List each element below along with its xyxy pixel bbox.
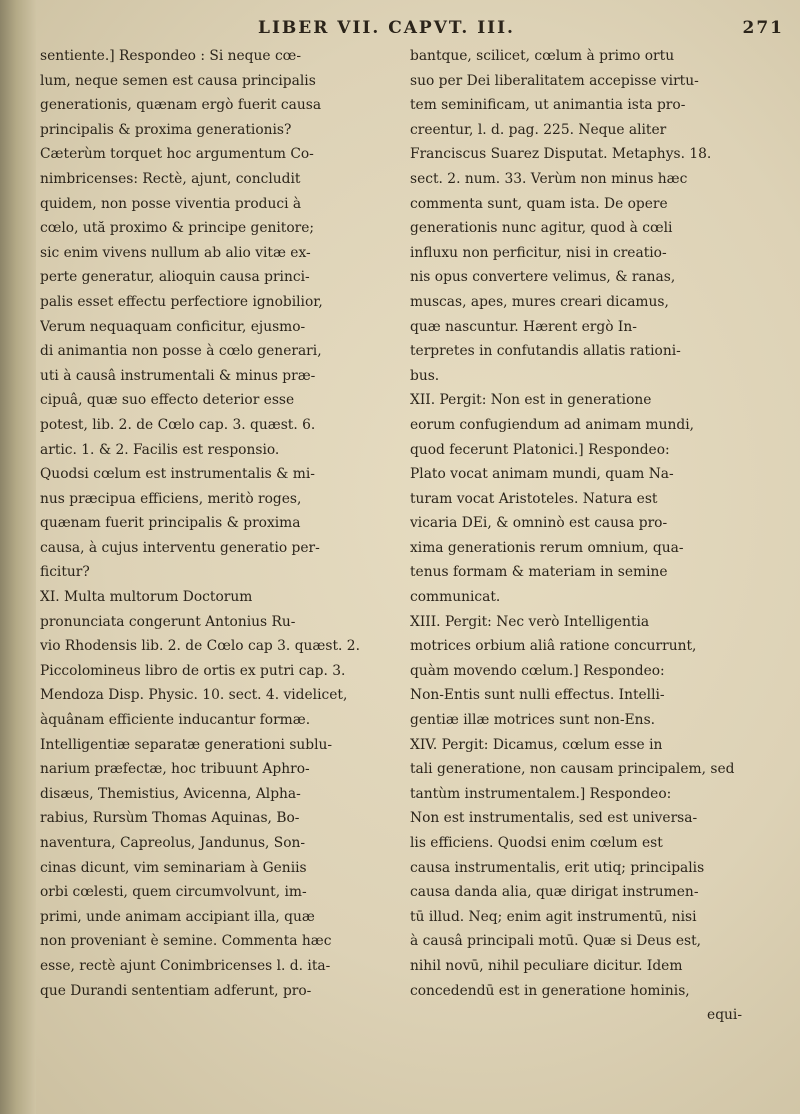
text-line: sic enim vivens nullum ab alio vitæ ex-	[40, 244, 311, 261]
text-line: gentiæ illæ motrices sunt non-Ens.	[410, 712, 656, 729]
text-line: bus.	[410, 367, 440, 384]
text-line: perte generatur, alioquin causa princi-	[40, 269, 310, 286]
text-line: Piccolomineus libro de ortis ex putri cap. 3.	[40, 662, 346, 679]
text-line: cinas dicunt, vim seminariam à Geniis	[40, 859, 307, 876]
text-line: creentur, l. d. pag. 225. Neque aliter	[410, 121, 667, 138]
text-line: Non est instrumentalis, sed est universa-	[410, 810, 698, 827]
text-line: naventura, Capreolus, Jandunus, Son-	[40, 835, 306, 851]
text-line: sect. 2. num. 33. Verùm non minus hæc	[410, 170, 688, 187]
text-line: potest, lib. 2. de Cœlo cap. 3. quæst. 6.	[40, 416, 316, 433]
text-line: orbi cœlesti, quem circumvolvunt, im-	[40, 884, 307, 901]
text-line: principalis & proxima generationis?	[40, 121, 292, 138]
text-line: tem seminificam, ut animantia ista pro-	[410, 97, 686, 114]
text-line: primi, unde animam accipiant illa, quæ	[40, 908, 315, 925]
text-line: Verum nequaquam conficitur, ejusmo-	[40, 318, 306, 335]
text-line: cœlo, ută proximo & principe genitore;	[40, 220, 315, 237]
text-line: tantùm instrumentalem.] Respondeo:	[410, 785, 672, 802]
text-line: quænam fuerit principalis & proxima	[40, 515, 301, 532]
text-line: XI. Multa multorum Doctorum	[40, 589, 253, 606]
text-line: quod fecerunt Platonici.] Respondeo:	[410, 441, 670, 458]
text-line: Franciscus Suarez Disputat. Metaphys. 18.	[410, 146, 712, 163]
text-line: xima generationis rerum omnium, qua-	[410, 539, 684, 556]
text-line: bantque, scilicet, cœlum à primo ortu	[410, 48, 675, 64]
text-line: nihil novū, nihil peculiare dicitur. Idem	[410, 957, 683, 974]
text-line: pronunciata congerunt Antonius Ru-	[40, 613, 296, 630]
text-line: generationis nunc agitur, quod à cœli	[410, 220, 673, 237]
text-line: XIII. Pergit: Nec verò Intelligentia	[410, 613, 650, 630]
text-line: Intelligentiæ separatæ generationi sublu-	[40, 736, 333, 753]
text-line: Mendoza Disp. Physic. 10. sect. 4. videlicet,	[40, 687, 348, 704]
right-text-column	[410, 44, 782, 1028]
text-line: cipuâ, quæ suo effecto deterior esse	[40, 392, 295, 409]
text-line: quàm movendo cœlum.] Respondeo:	[410, 662, 665, 679]
text-line: nimbricenses: Rectè, ajunt, concludit	[40, 170, 301, 187]
text-line: eorum confugiendum ad animam mundi,	[410, 416, 695, 433]
page-number: 271	[742, 18, 784, 38]
text-line: muscas, apes, mures creari dicamus,	[410, 293, 669, 310]
text-line: terpretes in confutandis allatis rationi-	[410, 343, 681, 360]
text-line: Quodsi cœlum est instrumentalis & mi-	[40, 466, 315, 483]
text-line: di animantia non posse à cœlo generari,	[40, 343, 322, 360]
left-text-column	[40, 44, 392, 1003]
catchword: equi-	[707, 1007, 742, 1024]
text-line: ficitur?	[40, 564, 90, 581]
text-line: nus præcipua efficiens, meritò roges,	[40, 490, 302, 507]
text-line: esse, rectè ajunt Conimbricenses l. d. ita-	[40, 957, 331, 974]
text-line: lis efficiens. Quodsi enim cœlum est	[410, 835, 663, 851]
text-line: Non-Entis sunt nulli effectus. Intelli-	[410, 687, 665, 704]
text-line: motrices orbium aliâ ratione concurrunt,	[410, 638, 697, 655]
text-line: causa instrumentalis, erit utiq; principalis	[410, 859, 705, 876]
text-line: sentiente.] Respondeo : Si neque cœ-	[40, 48, 301, 64]
text-line: tū illud. Neq; enim agit instrumentū, nisi	[410, 908, 697, 925]
text-line: quidem, non posse viventia produci à	[40, 195, 302, 212]
text-line: XIV. Pergit: Dicamus, cœlum esse in	[410, 736, 663, 753]
text-line: vio Rhodensis lib. 2. de Cœlo cap 3. quæst. 2.	[40, 638, 360, 655]
text-line: palis esset effectu perfectiore ignobilior,	[40, 293, 323, 310]
text-line: vicaria DEi, & omninò est causa pro-	[410, 515, 668, 532]
text-line: suo per Dei liberalitatem accepisse virtu-	[410, 72, 699, 89]
text-line: concedendū est in generatione hominis,	[410, 982, 690, 999]
running-title: LIBER VII. CAPVT. III.	[258, 18, 515, 38]
text-line: commenta sunt, quam ista. De opere	[410, 195, 668, 212]
binding-gutter	[0, 0, 36, 1114]
text-line: à causâ principali motū. Quæ si Deus est,	[410, 933, 702, 950]
text-line: tali generatione, non causam principalem, sed	[410, 761, 735, 778]
text-line: que Durandi sententiam adferunt, pro-	[40, 982, 312, 999]
text-line: narium præfectæ, hoc tribuunt Aphro-	[40, 761, 310, 778]
text-line: generationis, quænam ergò fuerit causa	[40, 97, 322, 114]
text-line: communicat.	[410, 589, 501, 606]
text-line: uti à causâ instrumentali & minus præ-	[40, 367, 316, 384]
text-line: artic. 1. & 2. Facilis est responsio.	[40, 441, 280, 458]
text-line: lum, neque semen est causa principalis	[40, 72, 316, 89]
text-line: rabius, Rursùm Thomas Aquinas, Bo-	[40, 810, 300, 827]
text-line: nis opus convertere velimus, & ranas,	[410, 269, 676, 286]
text-line: causa danda alia, quæ dirigat instrumen-	[410, 884, 699, 901]
text-line: tenus formam & materiam in semine	[410, 564, 668, 581]
text-line: àquânam efficiente inducantur formæ.	[40, 712, 311, 729]
text-line: causa, à cujus interventu generatio per-	[40, 539, 320, 556]
text-line: non proveniant è semine. Commenta hæc	[40, 933, 332, 950]
text-line: Plato vocat animam mundi, quam Na-	[410, 466, 674, 483]
text-line: XII. Pergit: Non est in generatione	[410, 392, 652, 409]
text-line: influxu non perficitur, nisi in creatio-	[410, 244, 667, 261]
text-line: Cæterùm torquet hoc argumentum Co-	[40, 146, 314, 163]
text-line: quæ nascuntur. Hærent ergò In-	[410, 318, 637, 335]
text-line: turam vocat Aristoteles. Natura est	[410, 490, 658, 507]
text-line: disæus, Themistius, Avicenna, Alpha-	[40, 785, 301, 802]
